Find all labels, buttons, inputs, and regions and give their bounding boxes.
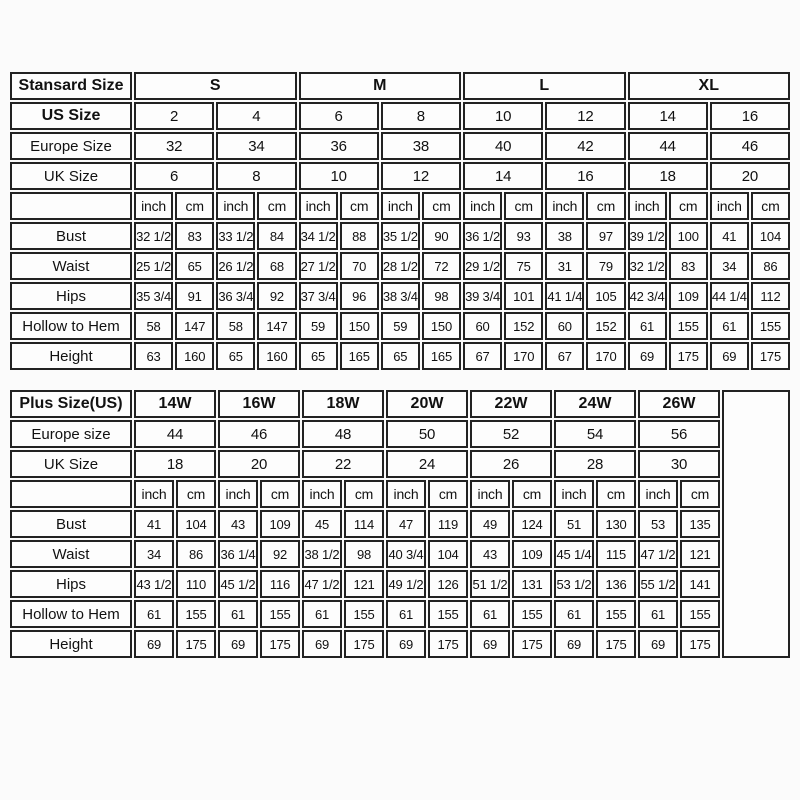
size-value-cell: 14 — [463, 162, 543, 190]
measure-value-cell: 175 — [680, 630, 720, 658]
measure-value-cell: 155 — [176, 600, 216, 628]
measure-value-cell: 55 1/2 — [638, 570, 678, 598]
measure-value-cell: 59 — [299, 312, 338, 340]
measure-value-cell: 61 — [302, 600, 342, 628]
size-value-cell: 34 — [216, 132, 296, 160]
table-row — [10, 540, 790, 568]
measure-value-cell: 114 — [344, 510, 384, 538]
unit-header-cm: cm — [596, 480, 636, 508]
measure-value-cell: 63 — [134, 342, 173, 370]
row-label: US Size — [10, 102, 132, 130]
size-value-cell: 10 — [463, 102, 543, 130]
measure-value-cell: 69 — [554, 630, 594, 658]
measure-value-cell: 61 — [554, 600, 594, 628]
measure-value-cell: 29 1/2 — [463, 252, 502, 280]
measure-value-cell: 155 — [596, 600, 636, 628]
size-group-header: M — [299, 72, 462, 100]
size-value-cell: 12 — [545, 102, 625, 130]
size-value-cell: 8 — [381, 102, 461, 130]
unit-header-inch: inch — [218, 480, 258, 508]
measure-value-cell: 86 — [751, 252, 790, 280]
row-label: Bust — [10, 510, 132, 538]
measure-value-cell: 34 — [710, 252, 749, 280]
unit-header-inch: inch — [386, 480, 426, 508]
size-value-cell: 40 — [463, 132, 543, 160]
measure-value-cell: 69 — [628, 342, 667, 370]
measure-value-cell: 160 — [257, 342, 296, 370]
measure-value-cell: 69 — [302, 630, 342, 658]
size-group-header: 26W — [638, 390, 720, 418]
measure-value-cell: 43 1/2 — [134, 570, 174, 598]
empty-label-cell — [10, 192, 132, 220]
measure-value-cell: 37 3/4 — [299, 282, 338, 310]
size-value-cell: 18 — [134, 450, 216, 478]
size-value-cell: 44 — [628, 132, 708, 160]
measure-value-cell: 175 — [260, 630, 300, 658]
size-group-header: 18W — [302, 390, 384, 418]
measure-value-cell: 100 — [669, 222, 708, 250]
measure-value-cell: 60 — [545, 312, 584, 340]
measure-value-cell: 61 — [386, 600, 426, 628]
measure-value-cell: 136 — [596, 570, 636, 598]
row-label: Height — [10, 630, 132, 658]
row-label: Europe size — [10, 420, 132, 448]
measure-value-cell: 44 1/4 — [710, 282, 749, 310]
unit-header-inch: inch — [638, 480, 678, 508]
table-row — [10, 420, 790, 448]
measure-value-cell: 109 — [260, 510, 300, 538]
measure-value-cell: 35 3/4 — [134, 282, 173, 310]
size-value-cell: 50 — [386, 420, 468, 448]
table-row — [10, 222, 790, 250]
measure-value-cell: 126 — [428, 570, 468, 598]
measure-value-cell: 92 — [257, 282, 296, 310]
measure-value-cell: 36 3/4 — [216, 282, 255, 310]
plus-size-table — [8, 388, 792, 660]
measure-value-cell: 84 — [257, 222, 296, 250]
row-label: Europe Size — [10, 132, 132, 160]
size-value-cell: 6 — [299, 102, 379, 130]
measure-value-cell: 147 — [257, 312, 296, 340]
measure-value-cell: 53 1/2 — [554, 570, 594, 598]
measure-value-cell: 90 — [422, 222, 461, 250]
measure-value-cell: 58 — [134, 312, 173, 340]
row-label: Waist — [10, 252, 132, 280]
table-row — [10, 342, 790, 370]
size-value-cell: 46 — [218, 420, 300, 448]
unit-header-inch: inch — [470, 480, 510, 508]
measure-value-cell: 60 — [463, 312, 502, 340]
measure-value-cell: 51 1/2 — [470, 570, 510, 598]
measure-value-cell: 59 — [381, 312, 420, 340]
unit-header-inch: inch — [463, 192, 502, 220]
size-group-header: 16W — [218, 390, 300, 418]
unit-header-cm: cm — [257, 192, 296, 220]
measure-value-cell: 67 — [463, 342, 502, 370]
measure-value-cell: 61 — [710, 312, 749, 340]
measure-value-cell: 49 1/2 — [386, 570, 426, 598]
blank-cell — [722, 390, 790, 658]
empty-label-cell — [10, 480, 132, 508]
measure-value-cell: 121 — [344, 570, 384, 598]
unit-header-inch: inch — [554, 480, 594, 508]
size-value-cell: 12 — [381, 162, 461, 190]
size-value-cell: 20 — [710, 162, 790, 190]
row-label: Hollow to Hem — [10, 312, 132, 340]
measure-value-cell: 119 — [428, 510, 468, 538]
unit-header-cm: cm — [586, 192, 625, 220]
measure-value-cell: 124 — [512, 510, 552, 538]
measure-value-cell: 41 1/4 — [545, 282, 584, 310]
measure-value-cell: 96 — [340, 282, 379, 310]
unit-header-inch: inch — [545, 192, 584, 220]
measure-value-cell: 152 — [504, 312, 543, 340]
measure-value-cell: 69 — [638, 630, 678, 658]
measure-value-cell: 115 — [596, 540, 636, 568]
unit-header-inch: inch — [628, 192, 667, 220]
measure-value-cell: 69 — [470, 630, 510, 658]
measure-value-cell: 155 — [428, 600, 468, 628]
row-label: Height — [10, 342, 132, 370]
measure-value-cell: 26 1/2 — [216, 252, 255, 280]
table-row — [10, 72, 790, 100]
size-value-cell: 30 — [638, 450, 720, 478]
measure-value-cell: 83 — [669, 252, 708, 280]
measure-value-cell: 58 — [216, 312, 255, 340]
unit-header-cm: cm — [175, 192, 214, 220]
measure-value-cell: 65 — [216, 342, 255, 370]
measure-value-cell: 79 — [586, 252, 625, 280]
measure-value-cell: 35 1/2 — [381, 222, 420, 250]
size-value-cell: 16 — [545, 162, 625, 190]
measure-value-cell: 31 — [545, 252, 584, 280]
unit-header-cm: cm — [176, 480, 216, 508]
size-value-cell: 54 — [554, 420, 636, 448]
unit-header-cm: cm — [344, 480, 384, 508]
measure-value-cell: 175 — [751, 342, 790, 370]
unit-header-cm: cm — [751, 192, 790, 220]
measure-value-cell: 53 — [638, 510, 678, 538]
measure-value-cell: 98 — [344, 540, 384, 568]
measure-value-cell: 39 1/2 — [628, 222, 667, 250]
unit-header-inch: inch — [299, 192, 338, 220]
measure-value-cell: 88 — [340, 222, 379, 250]
table-row — [10, 312, 790, 340]
measure-value-cell: 175 — [669, 342, 708, 370]
measure-value-cell: 135 — [680, 510, 720, 538]
measure-value-cell: 40 3/4 — [386, 540, 426, 568]
measure-value-cell: 47 1/2 — [638, 540, 678, 568]
size-value-cell: 48 — [302, 420, 384, 448]
table-row — [10, 282, 790, 310]
measure-value-cell: 175 — [176, 630, 216, 658]
table-row — [10, 252, 790, 280]
unit-header-cm: cm — [504, 192, 543, 220]
measure-value-cell: 130 — [596, 510, 636, 538]
table-row — [10, 132, 790, 160]
table-row — [10, 600, 790, 628]
measure-value-cell: 67 — [545, 342, 584, 370]
unit-header-inch: inch — [302, 480, 342, 508]
size-value-cell: 20 — [218, 450, 300, 478]
measure-value-cell: 45 1/4 — [554, 540, 594, 568]
size-value-cell: 52 — [470, 420, 552, 448]
measure-value-cell: 150 — [422, 312, 461, 340]
unit-header-cm: cm — [669, 192, 708, 220]
measure-value-cell: 92 — [260, 540, 300, 568]
unit-header-cm: cm — [340, 192, 379, 220]
measure-value-cell: 101 — [504, 282, 543, 310]
table-row — [10, 390, 790, 418]
measure-value-cell: 61 — [628, 312, 667, 340]
measure-value-cell: 121 — [680, 540, 720, 568]
measure-value-cell: 97 — [586, 222, 625, 250]
measure-value-cell: 105 — [586, 282, 625, 310]
measure-value-cell: 116 — [260, 570, 300, 598]
measure-value-cell: 38 3/4 — [381, 282, 420, 310]
size-value-cell: 36 — [299, 132, 379, 160]
size-group-header: 20W — [386, 390, 468, 418]
unit-header-inch: inch — [134, 192, 173, 220]
measure-value-cell: 155 — [751, 312, 790, 340]
unit-header-inch: inch — [216, 192, 255, 220]
measure-value-cell: 36 1/4 — [218, 540, 258, 568]
table-row — [10, 510, 790, 538]
size-value-cell: 24 — [386, 450, 468, 478]
unit-header-inch: inch — [381, 192, 420, 220]
size-group-header: S — [134, 72, 297, 100]
measure-value-cell: 61 — [470, 600, 510, 628]
unit-header-inch: inch — [134, 480, 174, 508]
measure-value-cell: 83 — [175, 222, 214, 250]
row-label: Hollow to Hem — [10, 600, 132, 628]
measure-value-cell: 70 — [340, 252, 379, 280]
measure-value-cell: 69 — [218, 630, 258, 658]
table-row — [10, 192, 790, 220]
measure-value-cell: 69 — [386, 630, 426, 658]
measure-value-cell: 110 — [176, 570, 216, 598]
measure-value-cell: 68 — [257, 252, 296, 280]
measure-value-cell: 104 — [428, 540, 468, 568]
table-row — [10, 162, 790, 190]
measure-value-cell: 152 — [586, 312, 625, 340]
table-row — [10, 570, 790, 598]
row-label: Waist — [10, 540, 132, 568]
unit-header-cm: cm — [512, 480, 552, 508]
size-value-cell: 8 — [216, 162, 296, 190]
row-label: UK Size — [10, 162, 132, 190]
measure-value-cell: 86 — [176, 540, 216, 568]
measure-value-cell: 72 — [422, 252, 461, 280]
measure-value-cell: 42 3/4 — [628, 282, 667, 310]
measure-value-cell: 32 1/2 — [134, 222, 173, 250]
unit-header-cm: cm — [428, 480, 468, 508]
size-group-header: L — [463, 72, 626, 100]
measure-value-cell: 43 — [218, 510, 258, 538]
corner-label: Plus Size(US) — [10, 390, 132, 418]
size-value-cell: 2 — [134, 102, 214, 130]
measure-value-cell: 104 — [176, 510, 216, 538]
size-value-cell: 32 — [134, 132, 214, 160]
measure-value-cell: 36 1/2 — [463, 222, 502, 250]
measure-value-cell: 38 — [545, 222, 584, 250]
measure-value-cell: 65 — [175, 252, 214, 280]
measure-value-cell: 45 — [302, 510, 342, 538]
measure-value-cell: 93 — [504, 222, 543, 250]
standard-size-table — [8, 70, 792, 372]
size-value-cell: 38 — [381, 132, 461, 160]
measure-value-cell: 43 — [470, 540, 510, 568]
measure-value-cell: 25 1/2 — [134, 252, 173, 280]
table-row — [10, 480, 790, 508]
measure-value-cell: 41 — [710, 222, 749, 250]
size-value-cell: 26 — [470, 450, 552, 478]
measure-value-cell: 47 1/2 — [302, 570, 342, 598]
measure-value-cell: 175 — [428, 630, 468, 658]
measure-value-cell: 112 — [751, 282, 790, 310]
size-group-header: XL — [628, 72, 791, 100]
unit-header-cm: cm — [680, 480, 720, 508]
measure-value-cell: 155 — [669, 312, 708, 340]
size-value-cell: 6 — [134, 162, 214, 190]
row-label: UK Size — [10, 450, 132, 478]
size-value-cell: 18 — [628, 162, 708, 190]
measure-value-cell: 141 — [680, 570, 720, 598]
measure-value-cell: 175 — [596, 630, 636, 658]
measure-value-cell: 65 — [299, 342, 338, 370]
measure-value-cell: 109 — [669, 282, 708, 310]
measure-value-cell: 160 — [175, 342, 214, 370]
size-value-cell: 28 — [554, 450, 636, 478]
measure-value-cell: 109 — [512, 540, 552, 568]
measure-value-cell: 131 — [512, 570, 552, 598]
measure-value-cell: 170 — [586, 342, 625, 370]
measure-value-cell: 34 — [134, 540, 174, 568]
measure-value-cell: 165 — [422, 342, 461, 370]
size-group-header: 22W — [470, 390, 552, 418]
measure-value-cell: 155 — [260, 600, 300, 628]
size-group-header: 24W — [554, 390, 636, 418]
measure-value-cell: 175 — [344, 630, 384, 658]
size-value-cell: 4 — [216, 102, 296, 130]
row-label: Hips — [10, 282, 132, 310]
measure-value-cell: 61 — [134, 600, 174, 628]
unit-header-cm: cm — [422, 192, 461, 220]
unit-header-cm: cm — [260, 480, 300, 508]
measure-value-cell: 41 — [134, 510, 174, 538]
measure-value-cell: 91 — [175, 282, 214, 310]
measure-value-cell: 155 — [680, 600, 720, 628]
measure-value-cell: 165 — [340, 342, 379, 370]
measure-value-cell: 47 — [386, 510, 426, 538]
size-value-cell: 14 — [628, 102, 708, 130]
measure-value-cell: 45 1/2 — [218, 570, 258, 598]
measure-value-cell: 49 — [470, 510, 510, 538]
corner-label: Stansard Size — [10, 72, 132, 100]
measure-value-cell: 150 — [340, 312, 379, 340]
size-value-cell: 22 — [302, 450, 384, 478]
row-label: Bust — [10, 222, 132, 250]
size-value-cell: 44 — [134, 420, 216, 448]
measure-value-cell: 104 — [751, 222, 790, 250]
table-row — [10, 450, 790, 478]
measure-value-cell: 38 1/2 — [302, 540, 342, 568]
measure-value-cell: 75 — [504, 252, 543, 280]
table-row — [10, 630, 790, 658]
size-value-cell: 16 — [710, 102, 790, 130]
measure-value-cell: 155 — [512, 600, 552, 628]
measure-value-cell: 51 — [554, 510, 594, 538]
measure-value-cell: 155 — [344, 600, 384, 628]
measure-value-cell: 98 — [422, 282, 461, 310]
measure-value-cell: 147 — [175, 312, 214, 340]
measure-value-cell: 39 3/4 — [463, 282, 502, 310]
measure-value-cell: 33 1/2 — [216, 222, 255, 250]
size-value-cell: 46 — [710, 132, 790, 160]
measure-value-cell: 61 — [638, 600, 678, 628]
unit-header-inch: inch — [710, 192, 749, 220]
measure-value-cell: 61 — [218, 600, 258, 628]
row-label: Hips — [10, 570, 132, 598]
measure-value-cell: 175 — [512, 630, 552, 658]
measure-value-cell: 170 — [504, 342, 543, 370]
size-value-cell: 42 — [545, 132, 625, 160]
table-row — [10, 102, 790, 130]
measure-value-cell: 27 1/2 — [299, 252, 338, 280]
measure-value-cell: 28 1/2 — [381, 252, 420, 280]
size-value-cell: 56 — [638, 420, 720, 448]
size-group-header: 14W — [134, 390, 216, 418]
measure-value-cell: 65 — [381, 342, 420, 370]
measure-value-cell: 69 — [710, 342, 749, 370]
measure-value-cell: 32 1/2 — [628, 252, 667, 280]
size-value-cell: 10 — [299, 162, 379, 190]
measure-value-cell: 34 1/2 — [299, 222, 338, 250]
measure-value-cell: 69 — [134, 630, 174, 658]
